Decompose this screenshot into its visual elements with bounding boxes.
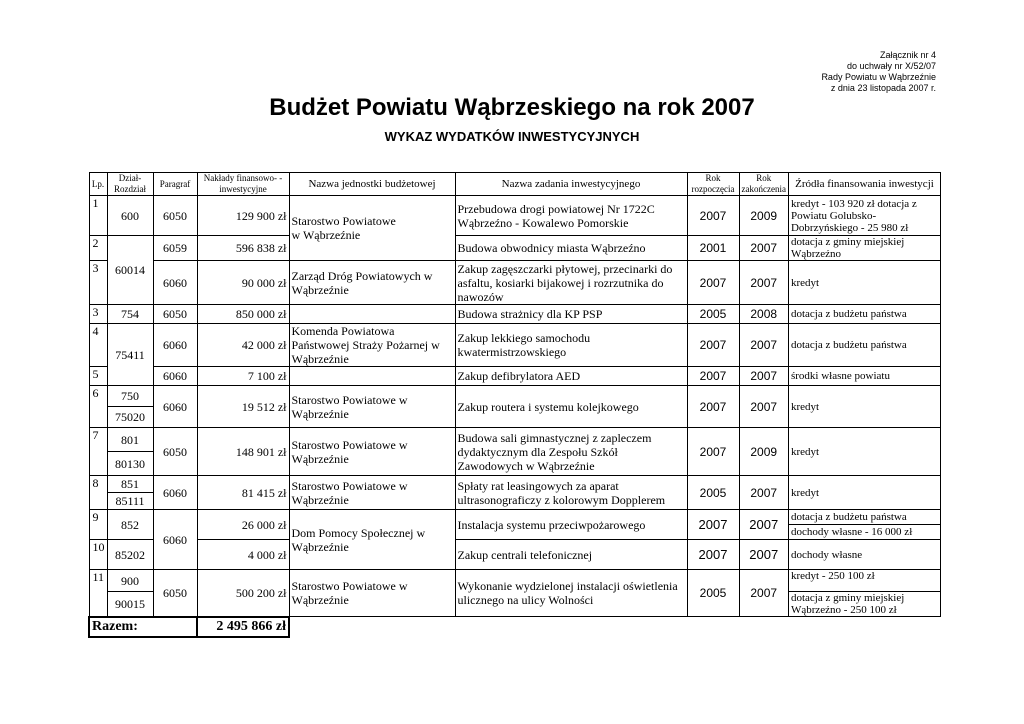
cell-paragraf: 6060 (153, 476, 197, 510)
header-lp: Lp. (89, 173, 107, 196)
cell-rok-od: 2007 (687, 428, 739, 476)
cell-jednostka: Zarząd Dróg Powiatowych w Wąbrzeźnie (289, 261, 455, 305)
cell-rok-do: 2007 (739, 236, 788, 261)
header-dzial: Dział- (118, 173, 142, 183)
cell-zadanie: Zakup defibrylatora AED (455, 367, 687, 386)
header-rok-zak-1: Rok (756, 173, 772, 183)
header-rok-zak-2: zakończenia (741, 184, 786, 194)
header-rok-rozp-2: rozpoczęcia (691, 184, 735, 194)
cell-rok-do: 2007 (739, 261, 788, 305)
cell-zrodla: dochody własne - 16 000 zł (788, 525, 940, 540)
cell-zrodla: dotacja z gminy miejskiej Wąbrzeźno - 250 100 zł (788, 592, 940, 617)
total-value: 2 495 866 zł (197, 617, 289, 637)
cell-kwota: 148 901 zł (197, 428, 289, 476)
annex-line: z dnia 23 listopada 2007 r. (830, 83, 936, 93)
header-rok-rozpoczecia (687, 173, 739, 196)
cell-zrodla: dochody własne (788, 540, 940, 570)
header-naklady-2: inwestycyjne (219, 184, 267, 194)
cell-lp: 8 (89, 476, 107, 510)
cell-zrodla: kredyt - 250 100 zł (788, 570, 940, 592)
cell-rozdzial: 90015 (107, 592, 153, 617)
cell-zrodla: kredyt (788, 261, 940, 305)
cell-kwota: 19 512 zł (197, 386, 289, 428)
cell-zrodla: dotacja z gminy miejskiej Wąbrzeźno (788, 236, 940, 261)
cell-zadanie: Wykonanie wydzielonej instalacji oświetlenia ulicznego na ulicy Wolności (455, 570, 687, 617)
table-row (89, 386, 940, 407)
cell-rozdzial: 60014 (107, 236, 153, 305)
cell-rok-od: 2007 (687, 510, 739, 540)
cell-jednostka-1: Starostwo Powiatowe (291, 214, 396, 228)
annex-line: Rady Powiatu w Wąbrzeźnie (821, 72, 936, 82)
cell-jednostka: Starostwo Powiatowe w Wąbrzeźnie (289, 570, 455, 617)
cell-rozdzial: 75020 (107, 407, 153, 428)
cell-kwota: 850 000 zł (197, 305, 289, 324)
cell-lp: 10 (89, 540, 107, 570)
table-row (89, 236, 940, 261)
cell-zrodla: dotacja z budżetu państwa (788, 324, 940, 367)
cell-dzial: 750 (107, 386, 153, 407)
cell-dzial: 851 (107, 476, 153, 493)
cell-zadanie: Instalacja systemu przeciwpożarowego (455, 510, 687, 540)
cell-lp: 1 (89, 196, 107, 236)
table-row (89, 367, 940, 386)
cell-rok-od: 2001 (687, 236, 739, 261)
cell-paragraf: 6060 (153, 510, 197, 570)
cell-lp: 3 (89, 305, 107, 324)
cell-kwota: 81 415 zł (197, 476, 289, 510)
cell-rok-od: 2007 (687, 540, 739, 570)
cell-rok-od: 2005 (687, 476, 739, 510)
header-row (89, 173, 940, 196)
cell-dzial: 852 (107, 510, 153, 540)
cell-lp: 9 (89, 510, 107, 540)
cell-lp: 6 (89, 386, 107, 428)
annex-line: do uchwały nr X/52/07 (846, 61, 936, 71)
cell-paragraf: 6060 (153, 386, 197, 428)
table-row (89, 324, 940, 367)
cell-dzial: 754 (107, 305, 153, 324)
cell-rok-do: 2009 (739, 196, 788, 236)
cell-zadanie: Przebudowa drogi powiatowej Nr 1722C Wąbrzeźno - Kowalewo Pomorskie (455, 196, 687, 236)
cell-lp: 11 (89, 570, 107, 617)
cell-zrodla: kredyt - 103 920 zł dotacja z Powiatu Golubsko-Dobrzyńskiego - 25 980 zł (788, 196, 940, 236)
table-row (89, 428, 940, 452)
total-row (89, 617, 940, 637)
cell-jednostka-empty (289, 367, 455, 386)
cell-paragraf: 6050 (153, 428, 197, 476)
cell-rozdzial: 85202 (107, 540, 153, 570)
header-naklady-1: Nakłady finansowo- - (203, 173, 283, 183)
cell-zadanie: Zakup routera i systemu kolejkowego (455, 386, 687, 428)
cell-lp: 5 (89, 367, 107, 386)
cell-zadanie: Budowa sali gimnastycznej z zapleczem dydaktycznym dla Zespołu Szkół Zawodowych w Wąbrzeźnie (455, 428, 687, 476)
cell-jednostka: Starostwo Powiatowe w Wąbrzeźnie (289, 428, 455, 476)
cell-zrodla: środki własne powiatu (788, 367, 940, 386)
cell-jednostka-empty (289, 305, 455, 324)
cell-zadanie: Spłaty rat leasingowych za aparat ultrasonograficzy z kolorowym Dopplerem (455, 476, 687, 510)
header-zrodla: Źródła finansowania inwestycji (788, 173, 940, 196)
cell-kwota: 500 200 zł (197, 570, 289, 617)
cell-rok-od: 2007 (687, 386, 739, 428)
cell-jednostka-2: w Wąbrzeźnie (291, 228, 361, 242)
cell-paragraf: 6050 (153, 305, 197, 324)
header-zadanie: Nazwa zadania inwestycyjnego (455, 173, 687, 196)
cell-zrodla: dotacja z budżetu państwa (788, 305, 940, 324)
cell-zadanie: Zakup centrali telefonicznej (455, 540, 687, 570)
cell-zrodla: kredyt (788, 428, 940, 476)
cell-zrodla: kredyt (788, 386, 940, 428)
cell-kwota: 129 900 zł (197, 196, 289, 236)
table-row (89, 305, 940, 324)
header-naklady (197, 173, 289, 196)
cell-rok-do: 2007 (739, 540, 788, 570)
cell-paragraf: 6060 (153, 367, 197, 386)
cell-dzial: 600 (107, 196, 153, 236)
cell-paragraf: 6060 (153, 324, 197, 367)
cell-jednostka: Komenda Powiatowa Państwowej Straży Pożarnej w Wąbrzeźnie (289, 324, 455, 367)
table-row (89, 540, 940, 570)
cell-paragraf: 6050 (153, 570, 197, 617)
cell-rok-do: 2007 (739, 476, 788, 510)
table-row (89, 196, 940, 236)
page-title: Budżet Powiatu Wąbrzeskiego na rok 2007 (269, 94, 755, 121)
cell-kwota: 4 000 zł (197, 540, 289, 570)
cell-kwota: 42 000 zł (197, 324, 289, 367)
cell-rok-do: 2007 (739, 570, 788, 617)
cell-rok-do: 2007 (739, 386, 788, 428)
header-rozdzial: Rozdział (114, 184, 146, 194)
cell-paragraf: 6059 (153, 236, 197, 261)
cell-rok-od: 2007 (687, 196, 739, 236)
cell-rok-od: 2007 (687, 324, 739, 367)
cell-zadanie: Budowa strażnicy dla KP PSP (455, 305, 687, 324)
table-row (89, 476, 940, 493)
table-row (89, 510, 940, 525)
cell-rok-od: 2005 (687, 305, 739, 324)
header-paragraf: Paragraf (153, 173, 197, 196)
cell-rok-od: 2007 (687, 261, 739, 305)
header-dzial-rozdzial (107, 173, 153, 196)
cell-zrodla: dotacja z budżetu państwa (788, 510, 940, 525)
investment-table (88, 172, 941, 638)
cell-jednostka (289, 196, 455, 261)
cell-dzial: 801 (107, 428, 153, 452)
cell-kwota: 90 000 zł (197, 261, 289, 305)
cell-zrodla: kredyt (788, 476, 940, 510)
cell-jednostka: Starostwo Powiatowe w Wąbrzeźnie (289, 386, 455, 428)
cell-rozdzial: 85111 (107, 493, 153, 510)
cell-kwota: 26 000 zł (197, 510, 289, 540)
cell-kwota: 596 838 zł (197, 236, 289, 261)
cell-rozdzial: 80130 (107, 452, 153, 476)
cell-rok-do: 2007 (739, 510, 788, 540)
cell-paragraf: 6060 (153, 261, 197, 305)
cell-rok-od: 2005 (687, 570, 739, 617)
cell-rok-od: 2007 (687, 367, 739, 386)
header-jednostka: Nazwa jednostki budżetowej (289, 173, 455, 196)
cell-zadanie: Zakup zagęszczarki płytowej, przecinarki do asfaltu, kosiarki bijakowej i rozrzutnika do nawozów (455, 261, 687, 305)
cell-rok-do: 2008 (739, 305, 788, 324)
cell-kwota: 7 100 zł (197, 367, 289, 386)
cell-zadanie: Zakup lekkiego samochodu kwatermistrzowskiego (455, 324, 687, 367)
header-rok-zakonczenia (739, 173, 788, 196)
cell-jednostka: Starostwo Powiatowe w Wąbrzeźnie (289, 476, 455, 510)
cell-lp: 4 (89, 324, 107, 367)
cell-lp: 7 (89, 428, 107, 476)
annex-line: Załącznik nr 4 (879, 50, 936, 60)
page-subtitle: WYKAZ WYDATKÓW INWESTYCYJNYCH (384, 129, 640, 144)
cell-zadanie: Budowa obwodnicy miasta Wąbrzeźno (455, 236, 687, 261)
cell-rok-do: 2007 (739, 324, 788, 367)
cell-paragraf: 6050 (153, 196, 197, 236)
table-row (89, 570, 940, 592)
cell-rok-do: 2007 (739, 367, 788, 386)
cell-jednostka: Dom Pomocy Społecznej w Wąbrzeźnie (289, 510, 455, 570)
cell-rok-do: 2009 (739, 428, 788, 476)
cell-dzial: 900 (107, 570, 153, 592)
cell-rozdzial: 75411 (107, 324, 153, 386)
total-label: Razem: (89, 617, 197, 637)
cell-lp: 2 (89, 236, 107, 261)
table-row (89, 261, 940, 305)
header-rok-rozp-1: Rok (705, 173, 721, 183)
cell-lp: 3 (89, 261, 107, 305)
annex-note (821, 50, 936, 94)
